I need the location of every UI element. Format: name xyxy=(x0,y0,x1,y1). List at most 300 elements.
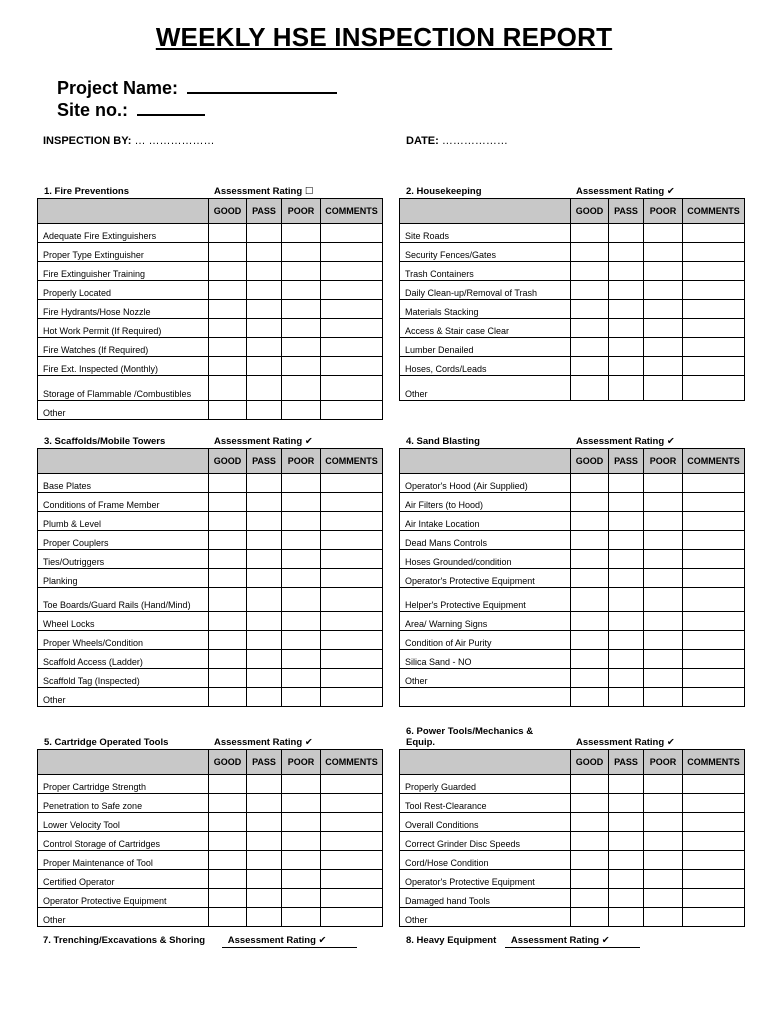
good-cell[interactable] xyxy=(209,832,247,851)
poor-cell[interactable] xyxy=(282,775,321,794)
comments-cell[interactable] xyxy=(683,889,745,908)
comments-cell[interactable] xyxy=(683,493,745,512)
table-row xyxy=(38,908,383,927)
poor-cell[interactable] xyxy=(282,550,321,569)
column-header-poor: POOR xyxy=(644,199,683,224)
good-cell[interactable] xyxy=(571,376,609,401)
good-cell[interactable] xyxy=(209,851,247,870)
comments-cell[interactable] xyxy=(683,588,745,612)
pass-cell[interactable] xyxy=(609,493,644,512)
pass-cell[interactable] xyxy=(609,512,644,531)
good-cell[interactable] xyxy=(571,775,609,794)
good-cell[interactable] xyxy=(209,688,247,707)
good-cell[interactable] xyxy=(209,493,247,512)
pass-cell[interactable] xyxy=(609,300,644,319)
table-row xyxy=(38,650,383,669)
inspection-item-label: Overall Conditions xyxy=(400,813,571,832)
good-cell[interactable] xyxy=(209,243,247,262)
poor-cell[interactable] xyxy=(282,531,321,550)
comments-cell[interactable] xyxy=(321,224,383,243)
poor-cell[interactable] xyxy=(282,813,321,832)
pass-cell[interactable] xyxy=(609,338,644,357)
poor-cell[interactable] xyxy=(644,889,683,908)
poor-cell[interactable] xyxy=(644,851,683,870)
poor-cell[interactable] xyxy=(282,631,321,650)
poor-cell[interactable] xyxy=(282,588,321,612)
project-name-row xyxy=(57,78,337,99)
pass-cell[interactable] xyxy=(609,376,644,401)
poor-cell[interactable] xyxy=(644,870,683,889)
poor-cell[interactable] xyxy=(644,243,683,262)
poor-cell[interactable] xyxy=(644,319,683,338)
good-cell[interactable] xyxy=(571,224,609,243)
pass-cell[interactable] xyxy=(609,262,644,281)
poor-cell[interactable] xyxy=(282,569,321,588)
good-cell[interactable] xyxy=(571,908,609,927)
good-cell[interactable] xyxy=(209,262,247,281)
assessment-rating xyxy=(505,935,640,948)
good-cell[interactable] xyxy=(571,870,609,889)
inspection-item-label: Adequate Fire Extinguishers xyxy=(38,224,209,243)
table-row xyxy=(400,376,745,401)
pass-cell[interactable] xyxy=(247,851,282,870)
good-cell[interactable] xyxy=(571,631,609,650)
comments-cell[interactable] xyxy=(321,813,383,832)
comments-cell[interactable] xyxy=(321,612,383,631)
pass-cell[interactable] xyxy=(247,669,282,688)
pass-cell[interactable] xyxy=(247,531,282,550)
comments-cell[interactable] xyxy=(321,474,383,493)
comments-cell[interactable] xyxy=(683,650,745,669)
good-cell[interactable] xyxy=(209,908,247,927)
poor-cell[interactable] xyxy=(644,531,683,550)
comments-cell[interactable] xyxy=(683,688,745,707)
comments-cell[interactable] xyxy=(321,319,383,338)
pass-cell[interactable] xyxy=(247,281,282,300)
pass-cell[interactable] xyxy=(609,851,644,870)
pass-cell[interactable] xyxy=(247,631,282,650)
project-name-field[interactable] xyxy=(187,78,337,94)
checkmark-icon[interactable]: ✔ xyxy=(666,436,675,447)
pass-cell[interactable] xyxy=(609,243,644,262)
good-cell[interactable] xyxy=(209,300,247,319)
section-cartridge-tools xyxy=(37,733,382,927)
good-cell[interactable] xyxy=(209,775,247,794)
inspection-item-label: Properly Guarded xyxy=(400,775,571,794)
comments-cell[interactable] xyxy=(683,243,745,262)
poor-cell[interactable] xyxy=(282,319,321,338)
comments-cell[interactable] xyxy=(321,550,383,569)
comments-cell[interactable] xyxy=(683,319,745,338)
pass-cell[interactable] xyxy=(247,319,282,338)
pass-cell[interactable] xyxy=(609,224,644,243)
poor-cell[interactable] xyxy=(282,338,321,357)
checkbox-icon[interactable]: ☐ xyxy=(304,186,314,197)
pass-cell[interactable] xyxy=(247,262,282,281)
comments-cell[interactable] xyxy=(321,631,383,650)
comments-cell[interactable] xyxy=(683,669,745,688)
site-no-field[interactable] xyxy=(137,100,205,116)
inspection-item-label: Operator Protective Equipment xyxy=(38,889,209,908)
section-title: 2. Housekeeping xyxy=(406,186,482,197)
poor-cell[interactable] xyxy=(644,493,683,512)
good-cell[interactable] xyxy=(571,832,609,851)
good-cell[interactable] xyxy=(209,631,247,650)
good-cell[interactable] xyxy=(571,243,609,262)
good-cell[interactable] xyxy=(209,870,247,889)
comments-cell[interactable] xyxy=(683,832,745,851)
inspection-item-label: Operator's Hood (Air Supplied) xyxy=(400,474,571,493)
poor-cell[interactable] xyxy=(282,224,321,243)
poor-cell[interactable] xyxy=(644,474,683,493)
good-cell[interactable] xyxy=(209,357,247,376)
comments-cell[interactable] xyxy=(321,338,383,357)
good-cell[interactable] xyxy=(209,474,247,493)
comments-cell[interactable] xyxy=(683,612,745,631)
inspection-item-label: Fire Extinguisher Training xyxy=(38,262,209,281)
poor-cell[interactable] xyxy=(644,262,683,281)
comments-cell[interactable] xyxy=(683,813,745,832)
table-row xyxy=(38,832,383,851)
table-row xyxy=(400,224,745,243)
table-row xyxy=(400,889,745,908)
pass-cell[interactable] xyxy=(247,612,282,631)
good-cell[interactable] xyxy=(571,474,609,493)
inspection-item-label: Plumb & Level xyxy=(38,512,209,531)
pass-cell[interactable] xyxy=(247,224,282,243)
pass-cell[interactable] xyxy=(247,832,282,851)
inspection-item-label: Tool Rest-Clearance xyxy=(400,794,571,813)
inspection-by-row xyxy=(43,135,215,147)
poor-cell[interactable] xyxy=(282,650,321,669)
pass-cell[interactable] xyxy=(609,550,644,569)
good-cell[interactable] xyxy=(209,588,247,612)
poor-cell[interactable] xyxy=(282,300,321,319)
poor-cell[interactable] xyxy=(282,512,321,531)
pass-cell[interactable] xyxy=(247,794,282,813)
poor-cell[interactable] xyxy=(282,851,321,870)
pass-cell[interactable] xyxy=(247,889,282,908)
pass-cell[interactable] xyxy=(247,243,282,262)
poor-cell[interactable] xyxy=(282,376,321,401)
good-cell[interactable] xyxy=(209,401,247,420)
checkmark-icon[interactable]: ✔ xyxy=(304,737,313,748)
pass-cell[interactable] xyxy=(609,612,644,631)
pass-cell[interactable] xyxy=(247,512,282,531)
inspection-item-label: Hoses, Cords/Leads xyxy=(400,357,571,376)
table-row xyxy=(400,612,745,631)
table-row xyxy=(38,631,383,650)
comments-cell[interactable] xyxy=(683,338,745,357)
comments-cell[interactable] xyxy=(683,550,745,569)
good-cell[interactable] xyxy=(571,669,609,688)
good-cell[interactable] xyxy=(571,493,609,512)
poor-cell[interactable] xyxy=(644,650,683,669)
pass-cell[interactable] xyxy=(247,688,282,707)
good-cell[interactable] xyxy=(209,669,247,688)
inspection-by-field[interactable]: … ……………… xyxy=(134,135,215,147)
inspection-item-label: Conditions of Frame Member xyxy=(38,493,209,512)
comments-cell[interactable] xyxy=(321,357,383,376)
poor-cell[interactable] xyxy=(644,357,683,376)
comments-cell[interactable] xyxy=(321,401,383,420)
good-cell[interactable] xyxy=(209,550,247,569)
good-cell[interactable] xyxy=(209,794,247,813)
pass-cell[interactable] xyxy=(609,588,644,612)
pass-cell[interactable] xyxy=(247,550,282,569)
comments-cell[interactable] xyxy=(321,870,383,889)
pass-cell[interactable] xyxy=(247,870,282,889)
comments-cell[interactable] xyxy=(321,688,383,707)
good-cell[interactable] xyxy=(209,224,247,243)
good-cell[interactable] xyxy=(571,338,609,357)
good-cell[interactable] xyxy=(209,376,247,401)
good-cell[interactable] xyxy=(571,588,609,612)
poor-cell[interactable] xyxy=(282,401,321,420)
good-cell[interactable] xyxy=(571,569,609,588)
poor-cell[interactable] xyxy=(282,908,321,927)
good-cell[interactable] xyxy=(571,612,609,631)
comments-cell[interactable] xyxy=(683,281,745,300)
inspection-table xyxy=(37,749,383,927)
table-header-row xyxy=(400,750,745,775)
comments-cell[interactable] xyxy=(683,512,745,531)
good-cell[interactable] xyxy=(209,650,247,669)
pass-cell[interactable] xyxy=(609,889,644,908)
comments-cell[interactable] xyxy=(321,588,383,612)
pass-cell[interactable] xyxy=(609,281,644,300)
poor-cell[interactable] xyxy=(644,612,683,631)
table-row xyxy=(38,688,383,707)
pass-cell[interactable] xyxy=(247,300,282,319)
column-header-pass: PASS xyxy=(247,750,282,775)
good-cell[interactable] xyxy=(571,512,609,531)
poor-cell[interactable] xyxy=(282,281,321,300)
inspection-item-label: Other xyxy=(400,669,571,688)
poor-cell[interactable] xyxy=(282,889,321,908)
good-cell[interactable] xyxy=(209,531,247,550)
pass-cell[interactable] xyxy=(247,813,282,832)
inspection-item-label: Proper Type Extinguisher xyxy=(38,243,209,262)
site-no-label: Site no.: xyxy=(57,100,128,120)
poor-cell[interactable] xyxy=(644,376,683,401)
comments-cell[interactable] xyxy=(321,775,383,794)
poor-cell[interactable] xyxy=(282,262,321,281)
comments-cell[interactable] xyxy=(321,262,383,281)
comments-cell[interactable] xyxy=(321,493,383,512)
comments-cell[interactable] xyxy=(321,794,383,813)
column-header-poor: POOR xyxy=(282,449,321,474)
checkmark-icon[interactable]: ✔ xyxy=(304,436,313,447)
poor-cell[interactable] xyxy=(644,300,683,319)
pass-cell[interactable] xyxy=(247,474,282,493)
comments-cell[interactable] xyxy=(683,474,745,493)
good-cell[interactable] xyxy=(571,281,609,300)
good-cell[interactable] xyxy=(209,281,247,300)
comments-cell[interactable] xyxy=(321,569,383,588)
poor-cell[interactable] xyxy=(644,794,683,813)
poor-cell[interactable] xyxy=(644,813,683,832)
poor-cell[interactable] xyxy=(282,357,321,376)
inspection-item-label: Other xyxy=(38,401,209,420)
checkmark-icon: ✔ xyxy=(601,935,610,946)
inspection-item-label: Materials Stacking xyxy=(400,300,571,319)
poor-cell[interactable] xyxy=(644,550,683,569)
pass-cell[interactable] xyxy=(247,775,282,794)
comments-cell[interactable] xyxy=(321,908,383,927)
comments-cell[interactable] xyxy=(683,851,745,870)
inspection-item-label: Operator's Protective Equipment xyxy=(400,870,571,889)
date-field[interactable]: ……………… xyxy=(441,135,508,147)
pass-cell[interactable] xyxy=(609,357,644,376)
poor-cell[interactable] xyxy=(644,569,683,588)
pass-cell[interactable] xyxy=(609,531,644,550)
good-cell[interactable] xyxy=(209,319,247,338)
pass-cell[interactable] xyxy=(609,794,644,813)
comments-cell[interactable] xyxy=(683,357,745,376)
table-row xyxy=(400,281,745,300)
comments-cell[interactable] xyxy=(683,631,745,650)
good-cell[interactable] xyxy=(571,357,609,376)
pass-cell[interactable] xyxy=(609,832,644,851)
good-cell[interactable] xyxy=(209,338,247,357)
table-row xyxy=(400,262,745,281)
inspection-table xyxy=(399,198,745,401)
table-row xyxy=(38,794,383,813)
pass-cell[interactable] xyxy=(247,650,282,669)
assessment-rating-label: Assessment Rating xyxy=(576,186,665,197)
comments-cell[interactable] xyxy=(683,794,745,813)
pass-cell[interactable] xyxy=(247,401,282,420)
table-row xyxy=(400,338,745,357)
pass-cell[interactable] xyxy=(609,669,644,688)
poor-cell[interactable] xyxy=(282,794,321,813)
poor-cell[interactable] xyxy=(282,870,321,889)
poor-cell[interactable] xyxy=(282,474,321,493)
poor-cell[interactable] xyxy=(644,338,683,357)
poor-cell[interactable] xyxy=(644,224,683,243)
table-row xyxy=(38,550,383,569)
good-cell[interactable] xyxy=(209,889,247,908)
inspection-item-label: Proper Wheels/Condition xyxy=(38,631,209,650)
table-row xyxy=(38,612,383,631)
comments-cell[interactable] xyxy=(321,281,383,300)
comments-cell[interactable] xyxy=(321,512,383,531)
pass-cell[interactable] xyxy=(609,813,644,832)
comments-cell[interactable] xyxy=(321,650,383,669)
good-cell[interactable] xyxy=(571,650,609,669)
comments-cell[interactable] xyxy=(321,300,383,319)
pass-cell[interactable] xyxy=(609,870,644,889)
good-cell[interactable] xyxy=(209,612,247,631)
comments-cell[interactable] xyxy=(321,243,383,262)
poor-cell[interactable] xyxy=(282,669,321,688)
table-row xyxy=(400,794,745,813)
pass-cell[interactable] xyxy=(609,319,644,338)
poor-cell[interactable] xyxy=(644,631,683,650)
comments-cell[interactable] xyxy=(683,531,745,550)
comments-cell[interactable] xyxy=(321,889,383,908)
pass-cell[interactable] xyxy=(609,650,644,669)
comments-cell[interactable] xyxy=(683,262,745,281)
comments-cell[interactable] xyxy=(321,669,383,688)
pass-cell[interactable] xyxy=(247,357,282,376)
pass-cell[interactable] xyxy=(247,569,282,588)
pass-cell[interactable] xyxy=(609,631,644,650)
comments-cell[interactable] xyxy=(683,224,745,243)
checkmark-icon[interactable]: ✔ xyxy=(666,737,675,748)
good-cell[interactable] xyxy=(571,794,609,813)
pass-cell[interactable] xyxy=(609,569,644,588)
comments-cell[interactable] xyxy=(321,832,383,851)
good-cell[interactable] xyxy=(571,550,609,569)
good-cell[interactable] xyxy=(209,512,247,531)
inspection-item-label xyxy=(400,688,571,707)
comments-cell[interactable] xyxy=(321,531,383,550)
poor-cell[interactable] xyxy=(644,775,683,794)
pass-cell[interactable] xyxy=(609,688,644,707)
table-row xyxy=(38,775,383,794)
poor-cell[interactable] xyxy=(644,688,683,707)
comments-cell[interactable] xyxy=(683,870,745,889)
poor-cell[interactable] xyxy=(282,832,321,851)
pass-cell[interactable] xyxy=(247,493,282,512)
table-header-row xyxy=(38,449,383,474)
comments-cell[interactable] xyxy=(321,376,383,401)
good-cell[interactable] xyxy=(571,851,609,870)
pass-cell[interactable] xyxy=(247,588,282,612)
comments-cell[interactable] xyxy=(321,851,383,870)
good-cell[interactable] xyxy=(209,569,247,588)
poor-cell[interactable] xyxy=(282,493,321,512)
good-cell[interactable] xyxy=(571,262,609,281)
poor-cell[interactable] xyxy=(282,612,321,631)
good-cell[interactable] xyxy=(571,300,609,319)
section-title: 3. Scaffolds/Mobile Towers xyxy=(44,436,166,447)
poor-cell[interactable] xyxy=(644,908,683,927)
comments-cell[interactable] xyxy=(683,300,745,319)
inspection-item-label: Air Filters (to Hood) xyxy=(400,493,571,512)
pass-cell[interactable] xyxy=(609,474,644,493)
good-cell[interactable] xyxy=(571,531,609,550)
poor-cell[interactable] xyxy=(644,832,683,851)
good-cell[interactable] xyxy=(209,813,247,832)
good-cell[interactable] xyxy=(571,319,609,338)
poor-cell[interactable] xyxy=(644,588,683,612)
poor-cell[interactable] xyxy=(644,512,683,531)
comments-cell[interactable] xyxy=(683,775,745,794)
poor-cell[interactable] xyxy=(644,281,683,300)
pass-cell[interactable] xyxy=(247,908,282,927)
inspection-item-label: Trash Containers xyxy=(400,262,571,281)
inspection-item-label: Scaffold Access (Ladder) xyxy=(38,650,209,669)
good-cell[interactable] xyxy=(571,813,609,832)
poor-cell[interactable] xyxy=(282,243,321,262)
comments-cell[interactable] xyxy=(683,908,745,927)
comments-cell[interactable] xyxy=(683,376,745,401)
assessment-rating-label: Assessment Rating xyxy=(576,737,665,748)
pass-cell[interactable] xyxy=(247,376,282,401)
pass-cell[interactable] xyxy=(247,338,282,357)
pass-cell[interactable] xyxy=(609,908,644,927)
comments-cell[interactable] xyxy=(683,569,745,588)
checkmark-icon[interactable]: ✔ xyxy=(666,186,675,197)
pass-cell[interactable] xyxy=(609,775,644,794)
poor-cell[interactable] xyxy=(644,669,683,688)
good-cell[interactable] xyxy=(571,688,609,707)
good-cell[interactable] xyxy=(571,889,609,908)
poor-cell[interactable] xyxy=(282,688,321,707)
